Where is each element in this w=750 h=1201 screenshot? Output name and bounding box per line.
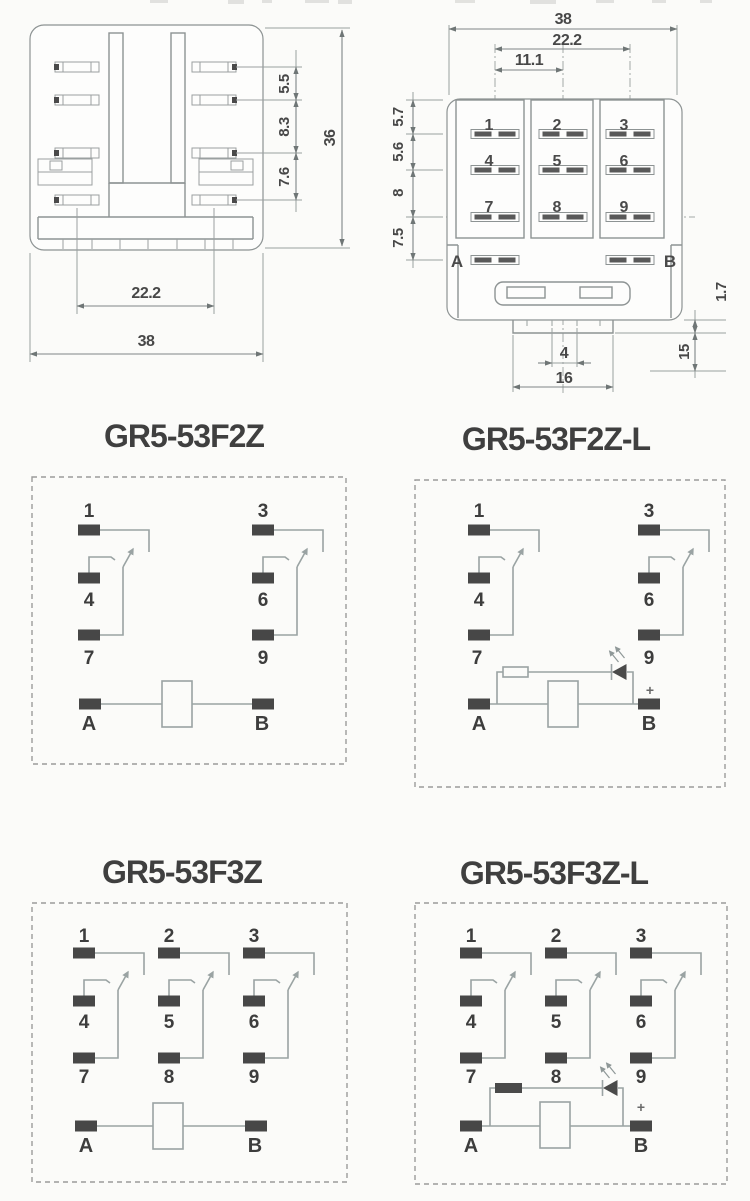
- coil-pin-b: [638, 699, 660, 710]
- socket-bottom-dimension-drawing: [390, 11, 730, 394]
- dim-body-width: 38: [137, 333, 155, 350]
- contact-slot-3: [606, 130, 654, 139]
- led-symbol: [610, 647, 627, 680]
- contact-slot-4: [471, 166, 519, 175]
- polarity-plus: +: [645, 682, 655, 698]
- pin-label: 1: [78, 926, 90, 947]
- pin-label: 5: [163, 1012, 175, 1033]
- coil-pin-b: [245, 1121, 267, 1132]
- relay-side-dimension-drawing: [30, 25, 350, 362]
- coil-label-a: A: [463, 1135, 479, 1157]
- contact-pole: [252, 525, 323, 641]
- pin-label: 4: [78, 1012, 90, 1033]
- schematic-title: GR5-53F3Z-L: [459, 855, 649, 891]
- schematic-gr5-53f2z-l: [415, 421, 725, 787]
- pin-label: 8: [550, 1067, 562, 1088]
- pin-label: 7: [83, 648, 95, 669]
- pin-label: 6: [643, 590, 655, 611]
- contact-slot-2: [539, 130, 587, 139]
- contact-slot-1: [471, 130, 519, 139]
- coil-symbol: [540, 1102, 570, 1148]
- pin-label: 4: [473, 590, 485, 611]
- pin-label: 1: [465, 926, 477, 947]
- contact-slot-7: [471, 213, 519, 222]
- cropped-content-artifact: [150, 0, 712, 4]
- schematic-frame: [32, 477, 346, 764]
- pin-label: 9: [643, 648, 655, 669]
- socket-pin-8: 8: [552, 199, 562, 216]
- contact-slot-9: [606, 213, 654, 222]
- dim-socket-row-gap-2: 8: [390, 189, 407, 197]
- coil-symbol: [153, 1103, 183, 1149]
- contact-pole: [630, 948, 701, 1064]
- dim-socket-row-gap-3: 7.5: [390, 228, 407, 248]
- pin-label: 4: [83, 590, 95, 611]
- pin-label: 3: [635, 926, 647, 947]
- coil-pin-a: [468, 699, 490, 710]
- schematic-gr5-53f3z-l: [415, 855, 727, 1184]
- pin-label: 4: [465, 1012, 477, 1033]
- coil-label-a: A: [81, 713, 97, 735]
- contact-slot-6: [606, 166, 654, 175]
- dim-row-gap-1: 5.5: [276, 74, 293, 94]
- schematic-title: GR5-53F2Z-L: [461, 421, 651, 457]
- dim-tab-slot-width: 4: [559, 345, 569, 362]
- coil-label-b: B: [247, 1135, 263, 1157]
- pin-label: 3: [257, 501, 269, 522]
- schematic-title: GR5-53F3Z: [102, 854, 262, 890]
- dim-body-height: 36: [322, 129, 339, 147]
- dim-pin-span: 22.2: [131, 285, 161, 302]
- contact-slot-8: [539, 213, 587, 222]
- resistor-symbol: [503, 667, 528, 677]
- socket-pin-3: 3: [619, 117, 629, 134]
- coil-symbol: [548, 681, 578, 727]
- contact-pole: [78, 525, 149, 641]
- coil-symbol: [162, 681, 192, 727]
- pin-label: 2: [550, 926, 562, 947]
- pin-label: 7: [465, 1067, 477, 1088]
- schematic-gr5-53f3z: [32, 854, 347, 1182]
- socket-terminal-b: B: [663, 252, 677, 271]
- pin-label: 3: [248, 926, 260, 947]
- pin-label: 1: [473, 501, 485, 522]
- schematic-gr5-53f2z: [32, 418, 346, 764]
- dim-outer-pin-span: 22.2: [552, 32, 582, 49]
- pin-label: 9: [257, 648, 269, 669]
- body-width-dimension: [30, 253, 263, 362]
- schematic-frame: [415, 480, 725, 787]
- contact-pole: [243, 948, 314, 1064]
- pin-label: 6: [248, 1012, 260, 1033]
- coil-pin-b: [630, 1121, 652, 1132]
- coil-label-a: A: [78, 1135, 94, 1157]
- socket-pin-2: 2: [552, 117, 562, 134]
- schematic-frame: [415, 903, 727, 1184]
- socket-pin-4: 4: [484, 153, 494, 170]
- contact-pole: [158, 948, 229, 1064]
- dim-row-gap-3: 7.6: [276, 167, 293, 187]
- coil-pin-a: [460, 1121, 482, 1132]
- dim-tab-depth: 15: [676, 344, 693, 360]
- coil-label-b: B: [254, 713, 270, 735]
- pin-label: 1: [83, 501, 95, 522]
- dim-socket-width: 38: [554, 11, 572, 28]
- contact-slot-5: [539, 166, 587, 175]
- polarity-plus: +: [636, 1099, 646, 1115]
- socket-pin-7: 7: [484, 199, 494, 216]
- coil-label-b: B: [641, 713, 657, 735]
- pin-label: 7: [471, 648, 483, 669]
- coil-label-a: A: [471, 713, 487, 735]
- dim-top-offset: 5.7: [390, 107, 407, 127]
- coil-pin-a: [79, 699, 101, 710]
- dim-socket-row-gap-1: 5.6: [390, 142, 407, 162]
- dim-half-pin-span: 11.1: [514, 52, 544, 69]
- contact-pole: [73, 948, 144, 1064]
- led-indicator-branch: [490, 1063, 645, 1126]
- dim-row-gap-2: 8.3: [276, 117, 293, 137]
- socket-pin-1: 1: [484, 117, 494, 134]
- contact-pole: [468, 525, 539, 641]
- contact-pole: [638, 525, 709, 641]
- pin-label: 3: [643, 501, 655, 522]
- body-height-dimension: [265, 28, 350, 248]
- pin-label: 7: [78, 1067, 90, 1088]
- coil-slot-a: [471, 256, 519, 265]
- coil-pin-a: [75, 1121, 97, 1132]
- contact-pole: [545, 948, 616, 1064]
- schematic-title: GR5-53F2Z: [104, 418, 264, 454]
- socket-pin-6: 6: [619, 153, 629, 170]
- pin-label: 6: [635, 1012, 647, 1033]
- socket-pin-5: 5: [552, 153, 562, 170]
- led-indicator-branch: [497, 647, 654, 704]
- pin-label: 5: [550, 1012, 562, 1033]
- coil-pin-b: [252, 699, 274, 710]
- dim-tab-width: 16: [555, 370, 573, 387]
- resistor-symbol: [495, 1083, 522, 1093]
- contact-pole: [460, 948, 531, 1064]
- socket-terminal-a: A: [450, 252, 464, 271]
- coil-label-b: B: [633, 1135, 649, 1157]
- pin-label: 6: [257, 590, 269, 611]
- dim-base-thickness: 1.7: [713, 282, 730, 302]
- socket-pin-9: 9: [619, 199, 629, 216]
- pin-label: 8: [163, 1067, 175, 1088]
- coil-slot-b: [606, 256, 654, 265]
- relay-body-outline: [30, 25, 263, 250]
- pin-label: 9: [248, 1067, 260, 1088]
- pin-label: 9: [635, 1067, 647, 1088]
- socket-left-dimensions: [390, 92, 443, 268]
- led-symbol: [601, 1063, 618, 1096]
- pin-label: 2: [163, 926, 175, 947]
